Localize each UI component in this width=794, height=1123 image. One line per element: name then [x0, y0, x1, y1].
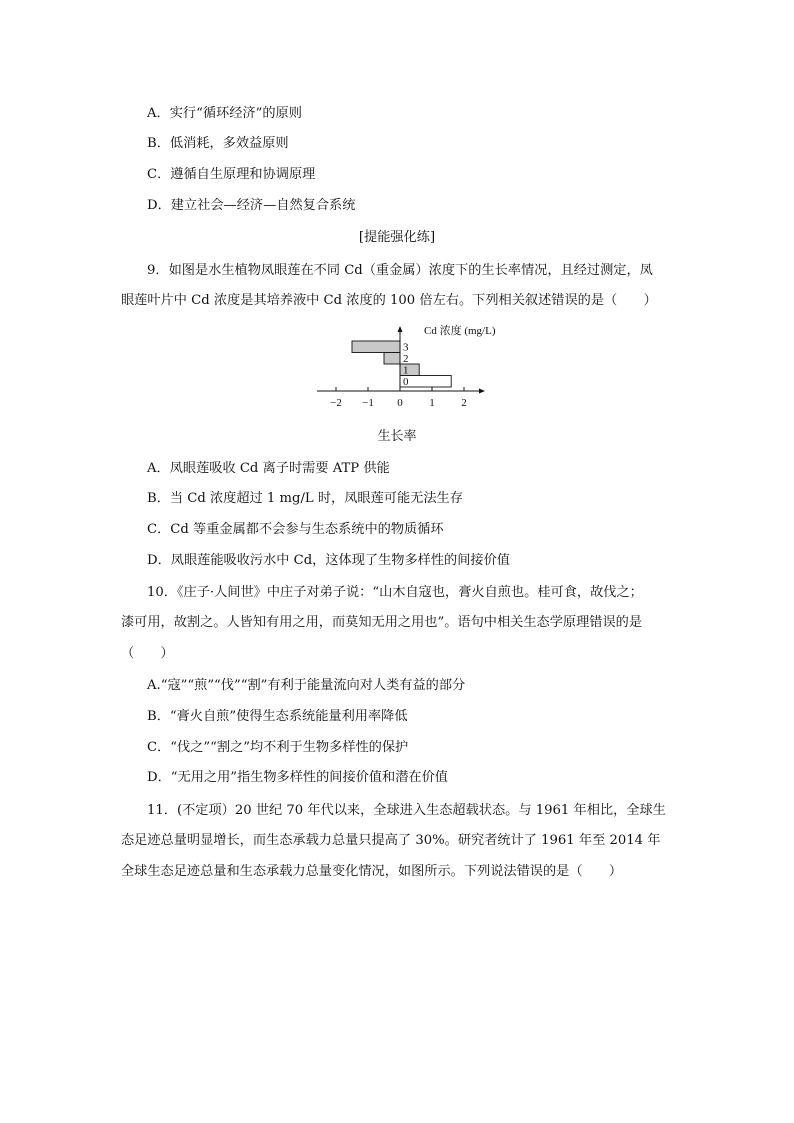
q10-option-d: D．“无用之用”指生物多样性的间接价值和潜在价值 [147, 770, 448, 785]
x-tick-label: 1 [429, 397, 435, 409]
q10-option-c: C．“伐之”“割之”均不利于生物多样性的保护 [147, 740, 409, 755]
q11-stem-line-2: 态足迹总量明显增长，而生态承载力总量只提高了 30%。研究者统计了 1961 年至 2014 年 [121, 833, 661, 848]
x-tick-label: −1 [362, 397, 374, 409]
category-label-3: 3 [403, 341, 409, 354]
q9-option-a: A．凤眼莲吸收 Cd 离子时需要 ATP 供能 [147, 461, 390, 476]
q9-option-c: C．Cd 等重金属都不会参与生态系统中的物质循环 [147, 522, 444, 537]
q9-option-d: D．凤眼莲能吸收污水中 Cd，这体现了生物多样性的间接价值 [147, 553, 510, 568]
x-axis-label: 生长率 [377, 429, 417, 444]
q8-option-a: A．实行“循环经济”的原则 [147, 106, 302, 121]
category-label-1: 1 [403, 364, 409, 377]
x-axis-arrow [479, 389, 485, 394]
q9-stem-line-1: 9．如图是水生植物凤眼莲在不同 Cd（重金属）浓度下的生长率情况，且经过测定，凤 [147, 263, 653, 278]
x-tick-label: −2 [330, 397, 342, 409]
q8-option-c: C．遵循自生原理和协调原理 [147, 167, 316, 182]
q10-stem-line-1: 10．《庄子·人间世》中庄子对弟子说：“山木自寇也，膏火自煎也。桂可食，故伐之； [147, 585, 643, 600]
y-axis-label: Cd 浓度 (mg/L) [424, 325, 496, 337]
category-label-0: 0 [403, 376, 409, 388]
bars-group [352, 341, 451, 387]
x-tick-label: 2 [461, 397, 467, 409]
x-ticks-group [330, 387, 467, 409]
q11-stem-line-1: 11．(不定项）20 世纪 70 年代以来，全球进入生态超载状态。与 1961 年相比，全球生 [147, 803, 666, 818]
q11-stem-line-3: 全球生态足迹总量和生态承载力总量变化情况，如图所示。下列说法错误的是（ ） [121, 864, 623, 879]
x-tick-label: 0 [397, 397, 403, 409]
category-label-2: 2 [403, 353, 409, 365]
q9-stem-line-2: 眼莲叶片中 Cd 浓度是其培养液中 Cd 浓度的 100 倍左右。下列相关叙述错误的是（ ） [121, 293, 657, 308]
bar-cd-2 [384, 353, 400, 365]
q9-option-b: B．当 Cd 浓度超过 1 mg/L 时，凤眼莲可能无法生存 [147, 491, 463, 506]
q10-option-a: A.“寇”“煎”“伐”“割”有利于能量流向对人类有益的部分 [147, 678, 466, 693]
y-axis-arrow [398, 326, 403, 332]
bar-cd-3 [352, 341, 400, 353]
q10-stem-line-3: （ ） [121, 646, 174, 661]
section-title: [提能强化练] [358, 230, 436, 245]
q8-option-d: D．建立社会—经济—自然复合系统 [147, 198, 356, 213]
q10-option-b: B．“膏火自煎”使得生态系统能量利用率降低 [147, 709, 408, 724]
cd-growth-chart [310, 320, 510, 425]
q10-stem-line-2: 漆可用，故割之。人皆知有用之用，而莫知无用之用也”。语句中相关生态学原理错误的是 [121, 615, 643, 630]
category-labels-group [403, 342, 409, 389]
q8-option-b: B．低消耗，多效益原则 [147, 136, 289, 151]
